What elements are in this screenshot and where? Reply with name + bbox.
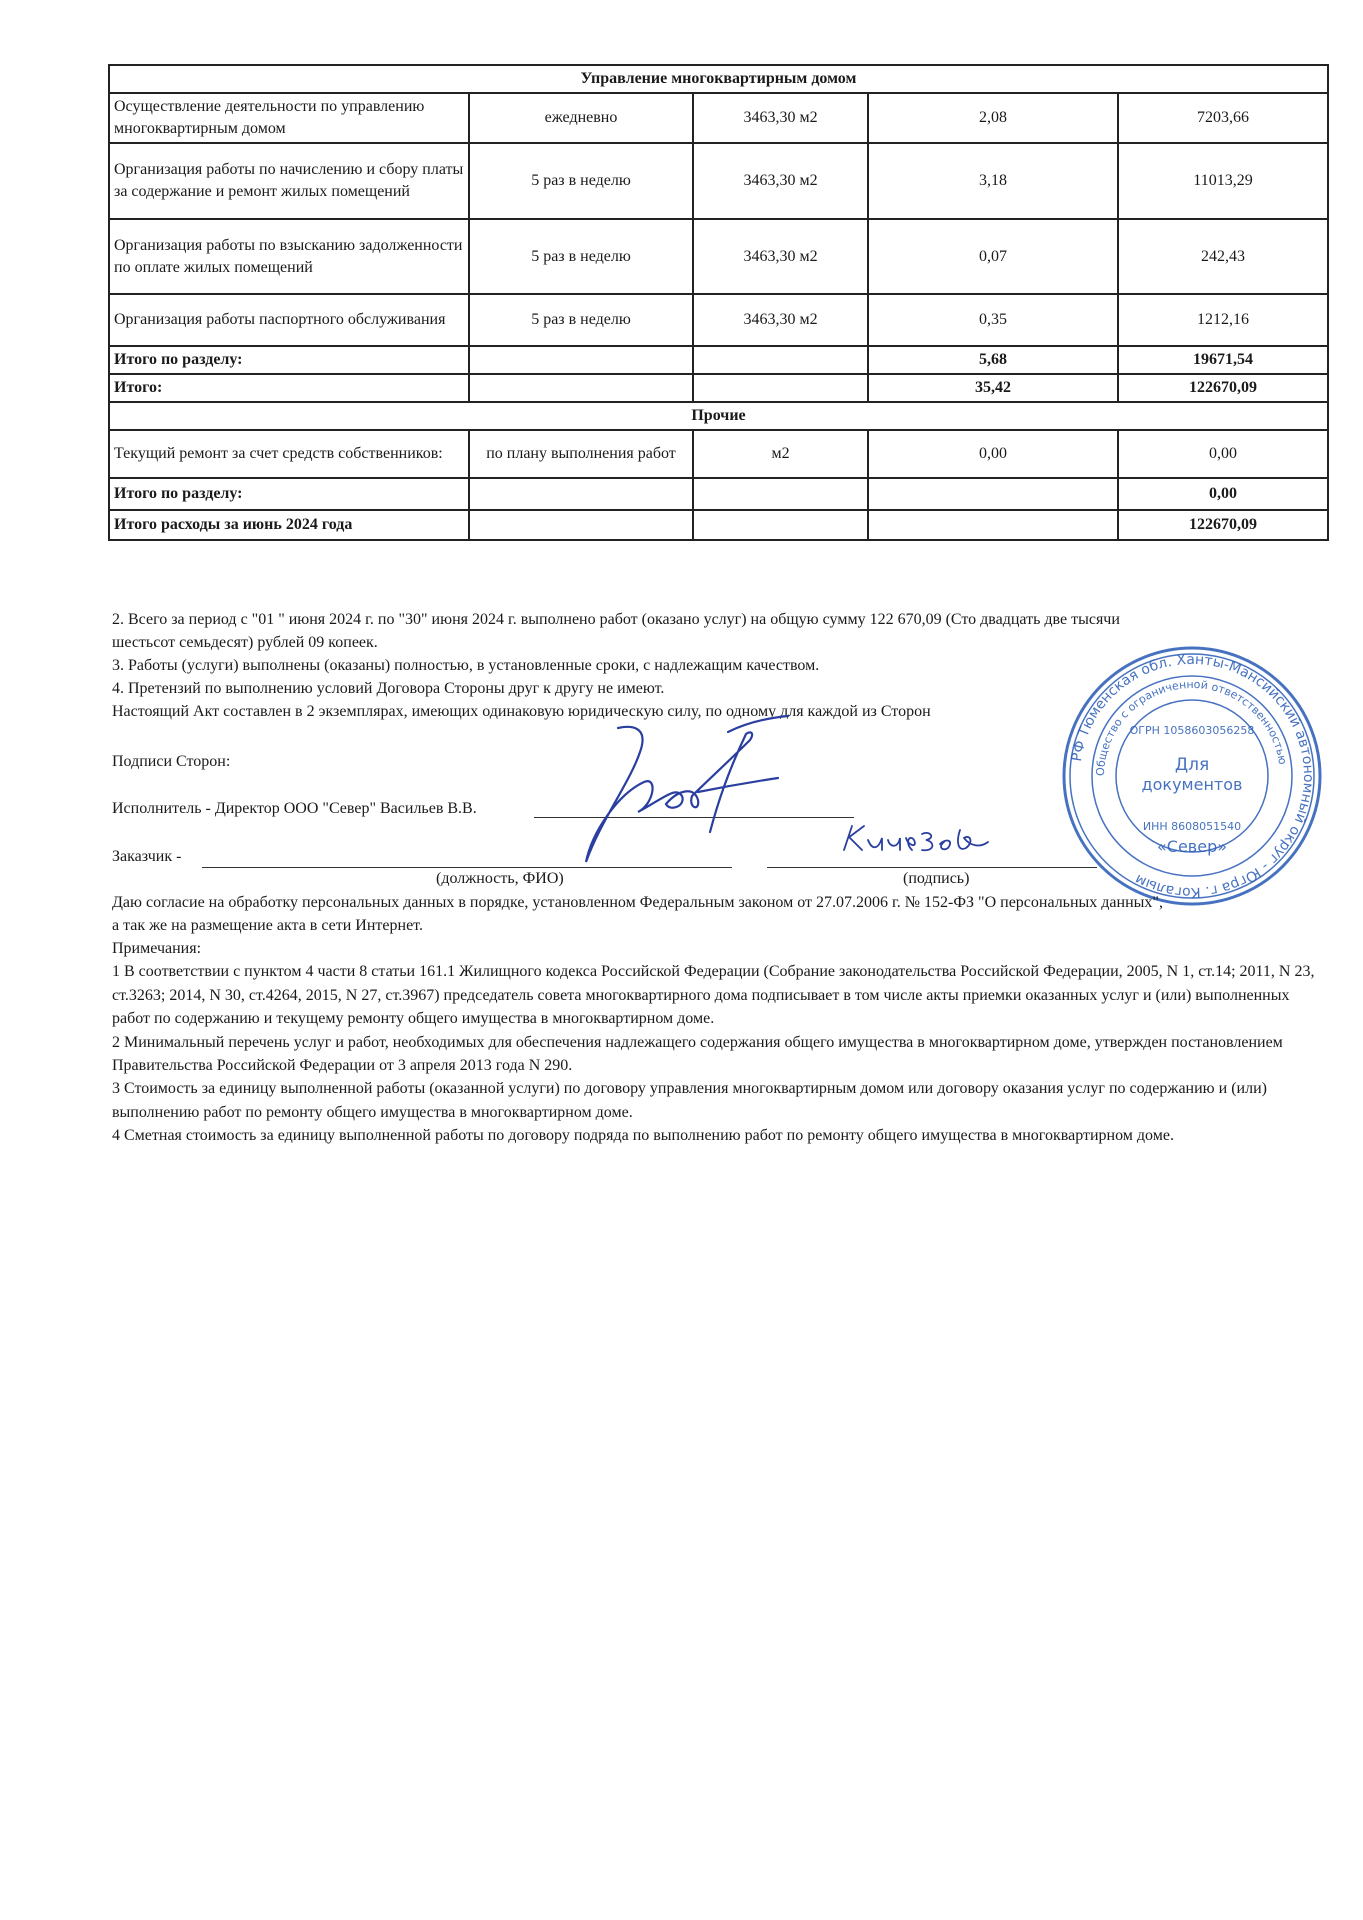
sum-cell: 7203,66 xyxy=(1118,93,1328,143)
sum-cell: 11013,29 xyxy=(1118,143,1328,219)
empty-cell xyxy=(868,478,1118,510)
note-3: 3 Стоимость за единицу выполненной работы (оказанной услуги) по договору управления многоквартирным домом или договору оказания услуг по содержанию и (или) выполнению работ по ремонту общего имущества в многоквартирном доме. xyxy=(112,1080,1267,1121)
stamp-name: «Север» xyxy=(1156,837,1228,856)
expenses-total-label: Итого расходы за июнь 2024 года xyxy=(109,510,469,540)
empty-cell xyxy=(469,510,693,540)
section-total-sum: 19671,54 xyxy=(1118,346,1328,374)
expenses-total-sum: 122670,09 xyxy=(1118,510,1328,540)
note-2: 2 Минимальный перечень услуг и работ, необходимых для обеспечения надлежащего содержания общего имущества в многоквартирном доме, утвержден постановлением Правительства Российской Федерации от 3 апреля 2013 года N 290. xyxy=(112,1033,1283,1075)
grand-total-label: Итого: xyxy=(109,374,469,402)
rate-cell: 0,07 xyxy=(868,219,1118,294)
area-cell: 3463,30 м2 xyxy=(693,143,868,219)
notes-block xyxy=(112,937,1327,1148)
table-row xyxy=(109,93,1328,143)
work-cell: Организация работы паспортного обслуживания xyxy=(109,294,469,346)
empty-cell xyxy=(469,374,693,402)
other-header-row xyxy=(109,402,1328,430)
grand-total-rate: 35,42 xyxy=(868,374,1118,402)
area-cell: 3463,30 м2 xyxy=(693,219,868,294)
executor-signature xyxy=(578,712,793,872)
stamp-ogrn: ОГРН 1058603056258 xyxy=(1129,724,1255,737)
customer-signature xyxy=(838,820,998,868)
table-row xyxy=(109,430,1328,478)
notes-heading: Примечания: xyxy=(112,940,202,957)
note-1: 1 В соответствии с пунктом 4 части 8 статьи 161.1 Жилищного кодекса Российской Федерации (Собрание законодательства Российской Федерации, 2005, N 1, ст.14; 2011, N 23, ст.3263; 2014, N 30, ст.4264, 2015, N 27, ст.3967) председатель совета многоквартирного дома подписывает в том числе акты приемки оказанных услуг и (или) выполненных работ по содержанию и текущему ремонту общего имущества в многоквартирном доме. xyxy=(112,963,1315,1028)
periodicity-cell: 5 раз в неделю xyxy=(469,143,693,219)
section-total-label: Итого по разделу: xyxy=(109,346,469,374)
company-stamp xyxy=(1058,642,1326,910)
rate-cell: 3,18 xyxy=(868,143,1118,219)
empty-cell xyxy=(693,478,868,510)
empty-cell xyxy=(693,510,868,540)
section-total-rate: 5,68 xyxy=(868,346,1118,374)
section-header-row xyxy=(109,65,1328,93)
stamp-outer-text: РФ Тюменская обл. Ханты-Мансийский автономный округ - Югра г. Когалым xyxy=(1068,651,1317,901)
signatures-heading: Подписи Сторон: xyxy=(112,753,231,770)
work-cell: Осуществление деятельности по управлению многоквартирным домом xyxy=(109,93,469,143)
table-row xyxy=(109,219,1328,294)
paragraph-quality: 3. Работы (услуги) выполнены (оказаны) полностью, в установленные сроки, с надлежащим качеством. xyxy=(112,657,820,674)
paragraph-copies: Настоящий Акт составлен в 2 экземплярах, имеющих одинаковую юридическую силу, по одному для каждой из Сторон xyxy=(112,703,931,720)
stamp-center-line1: Для xyxy=(1174,755,1210,775)
empty-cell xyxy=(693,374,868,402)
work-cell: Организация работы по начислению и сбору платы за содержание и ремонт жилых помещений xyxy=(109,143,469,219)
work-cell: Текущий ремонт за счет средств собственников: xyxy=(109,430,469,478)
periodicity-cell: ежедневно xyxy=(469,93,693,143)
sum-cell: 1212,16 xyxy=(1118,294,1328,346)
note-4: 4 Сметная стоимость за единицу выполненной работы по договору подряда по выполнению работ по ремонту общего имущества в многоквартирном доме. xyxy=(112,1127,1174,1145)
periodicity-cell: 5 раз в неделю xyxy=(469,219,693,294)
area-cell: м2 xyxy=(693,430,868,478)
stamp-center-line2: документов xyxy=(1141,775,1243,794)
other-total-row xyxy=(109,478,1328,510)
paragraph-claims: 4. Претензий по выполнению условий Договора Стороны друг к другу не имеют. xyxy=(112,680,665,697)
consent-line1: Даю согласие на обработку персональных данных в порядке, установленном Федеральным законом от 27.07.2006 г. № 152-ФЗ "О персональных данных", xyxy=(112,894,1163,911)
paragraph-total-line2: шестьсот семьдесят) рублей 09 копеек. xyxy=(112,634,378,651)
section-total-row xyxy=(109,346,1328,374)
empty-cell xyxy=(693,346,868,374)
caption-position: (должность, ФИО) xyxy=(436,870,564,887)
area-cell: 3463,30 м2 xyxy=(693,294,868,346)
grand-total-row xyxy=(109,374,1328,402)
stamp-middle-text: Общество с ограниченной ответственностью xyxy=(1093,677,1290,777)
other-total-sum: 0,00 xyxy=(1118,478,1328,510)
rate-cell: 2,08 xyxy=(868,93,1118,143)
other-header: Прочие xyxy=(109,402,1328,430)
section-header: Управление многоквартирным домом xyxy=(109,65,1328,93)
table-row xyxy=(109,143,1328,219)
sum-cell: 242,43 xyxy=(1118,219,1328,294)
grand-total-sum: 122670,09 xyxy=(1118,374,1328,402)
periodicity-cell: по плану выполнения работ xyxy=(469,430,693,478)
stamp-inn: ИНН 8608051540 xyxy=(1142,820,1242,833)
sum-cell: 0,00 xyxy=(1118,430,1328,478)
work-cell: Организация работы по взысканию задолженности по оплате жилых помещений xyxy=(109,219,469,294)
executor-label: Исполнитель - Директор ООО "Север" Васильев В.В. xyxy=(112,800,477,817)
customer-label: Заказчик - xyxy=(112,848,182,865)
caption-signature: (подпись) xyxy=(903,870,970,887)
empty-cell xyxy=(469,478,693,510)
periodicity-cell: 5 раз в неделю xyxy=(469,294,693,346)
rate-cell: 0,35 xyxy=(868,294,1118,346)
expenses-total-row xyxy=(109,510,1328,540)
consent-line2: а так же на размещение акта в сети Интернет. xyxy=(112,917,423,934)
rate-cell: 0,00 xyxy=(868,430,1118,478)
table-row xyxy=(109,294,1328,346)
empty-cell xyxy=(868,510,1118,540)
paragraph-total-line1: 2. Всего за период с "01 " июня 2024 г. по "30" июня 2024 г. выполнено работ (оказано услуг) на общую сумму 122 670,09 (Сто двадцать две тысячи xyxy=(112,611,1120,628)
empty-cell xyxy=(469,346,693,374)
area-cell: 3463,30 м2 xyxy=(693,93,868,143)
other-total-label: Итого по разделу: xyxy=(109,478,469,510)
services-table xyxy=(108,64,1329,541)
